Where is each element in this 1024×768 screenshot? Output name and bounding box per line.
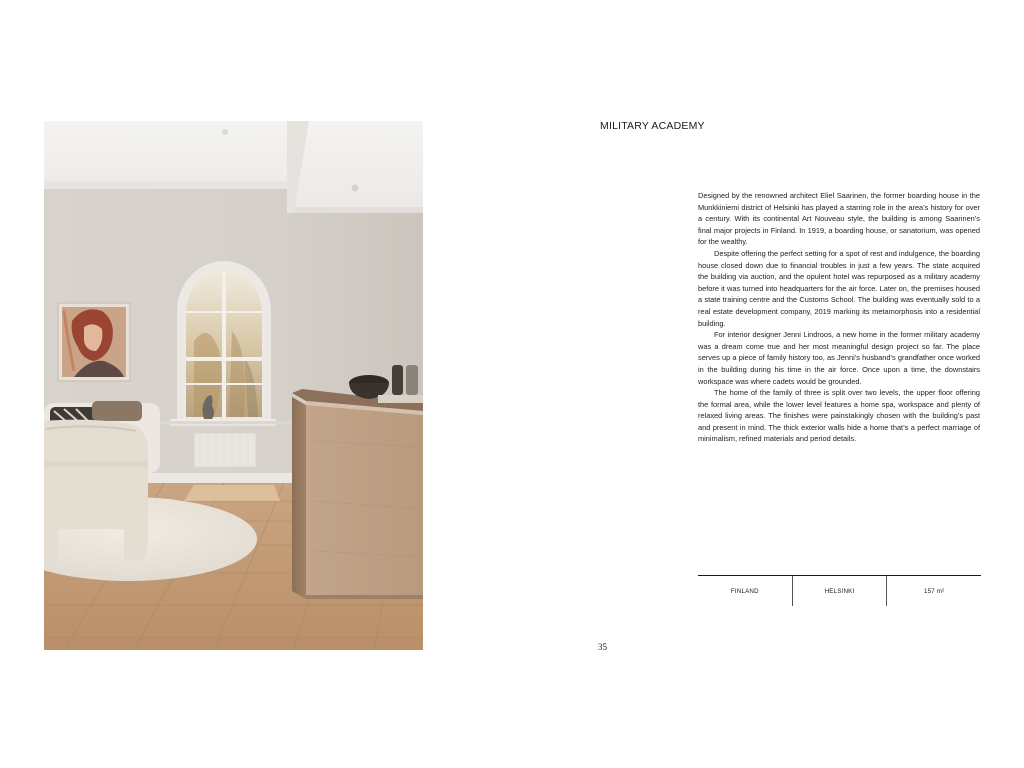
fact-country: FINLAND bbox=[730, 587, 759, 595]
interior-photo bbox=[44, 121, 423, 650]
paragraph-1: Designed by the renowned architect Eliel Saarinen, the former boarding house in the Munkkiniemi district of Helsinki has played a starring role in the area’s history for over a century. With its continental Art Nouveau style, the building is among Saarinen’s final major projects in Finland. In 1919, a boarding house, or sanatorium, was opened for the wealthy. bbox=[698, 191, 980, 247]
article-body bbox=[698, 190, 980, 445]
page-number: 35 bbox=[598, 642, 607, 652]
facts-bar bbox=[698, 575, 981, 606]
fact-city: HELSINKI bbox=[792, 576, 887, 606]
paragraph-2: Despite offering the perfect setting for a spot of rest and indulgence, the boarding house closed down due to financial troubles in just a few years. The state acquired the building via auction, and the opulent hotel was repurposed as a military academy before it was turned into headquarters for the air force. Later on, the premises housed a state training centre and the Customs School. The building was eventually sold to a real estate development company, 2019 marking its metamorphosis into a residential building. bbox=[698, 248, 980, 328]
paragraph-4: The home of the family of three is split over two levels, the upper floor offering the formal area, while the lower level features a home spa, workspace and plenty of relaxed living areas. The finishes were painstakingly chosen with the building’s past and present in mind. The thick exterior walls hide a home that’s a perfect marriage of minimalism, refined materials and period details. bbox=[698, 388, 980, 444]
section-title: MILITARY ACADEMY bbox=[600, 120, 705, 132]
fact-area: 157 m² bbox=[886, 576, 981, 606]
paragraph-3: For interior designer Jenni Lindroos, a new home in the former military academy was a dream come true and her most meaningful design project so far. The place serves up a piece of family history too, as Jenni’s husband’s grandfather once worked in the building during his time in the air force. Once upon a time, the downstairs workspace was where cadets would be grounded. bbox=[698, 330, 980, 386]
